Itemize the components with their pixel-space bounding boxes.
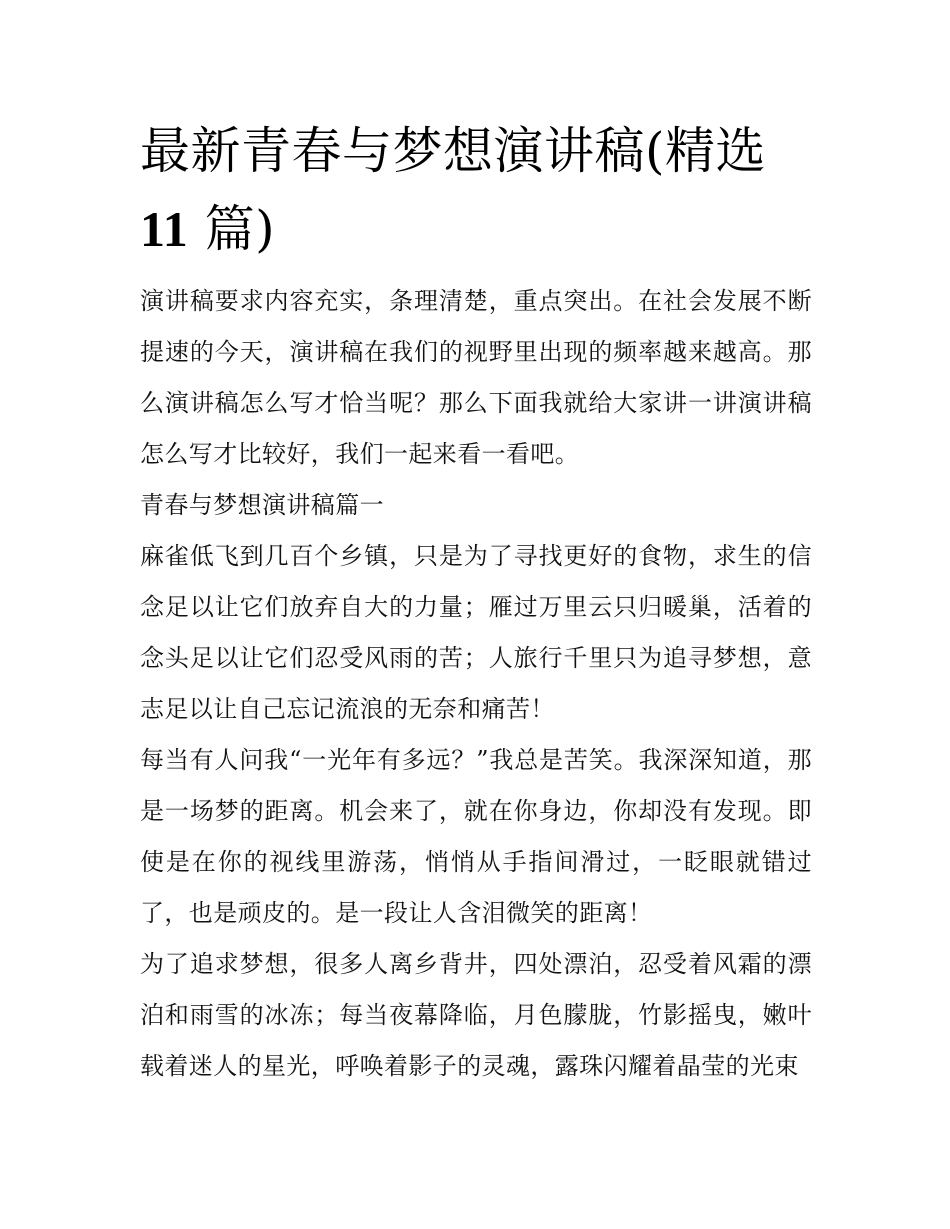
body-paragraph-2: 每当有人问我“一光年有多远？”我总是苦笑。我深深知道，那是一场梦的距离。机会来了，就在你身边，你却没有发现。即使是在你的视线里游荡，悄悄从手指间滑过，一眨眼就错过了，也是顽皮的。是一段让人含泪微笑的距离！ [140,746,812,927]
title-suffix: 篇) [204,200,276,258]
document-body [140,112,812,1092]
intro-paragraph: 演讲稿要求内容充实，条理清楚，重点突出。在社会发展不断提速的今天，演讲稿在我们的视野里出现的频率越来越高。那么演讲稿怎么写才恰当呢？那么下面我就给大家讲一讲演讲稿怎么写才比较好，我们一起来看一看吧。 [140,287,812,468]
document-title [140,112,812,268]
body-paragraph-3: 为了追求梦想，很多人离乡背井，四处漂泊，忍受着风霜的漂泊和雨雪的冰冻；每当夜幕降临，月色朦胧，竹影摇曳，嫩叶载着迷人的星光，呼唤着影子的灵魂，露珠闪耀着晶莹的光束 [140,950,812,1080]
section-heading: 青春与梦想演讲稿篇一 [140,491,384,519]
body-paragraph-1: 麻雀低飞到几百个乡镇，只是为了寻找更好的食物，求生的信念足以让它们放弃自大的力量；雁过万里云只归暖巢，活着的念头足以让它们忍受风雨的苦；人旅行千里只为追寻梦想，意志足以让自己忘记流浪的无奈和痛苦！ [140,542,812,723]
title-text: 最新青春与梦想演讲稿(精选 [140,122,767,180]
title-number: 11 [140,201,189,257]
